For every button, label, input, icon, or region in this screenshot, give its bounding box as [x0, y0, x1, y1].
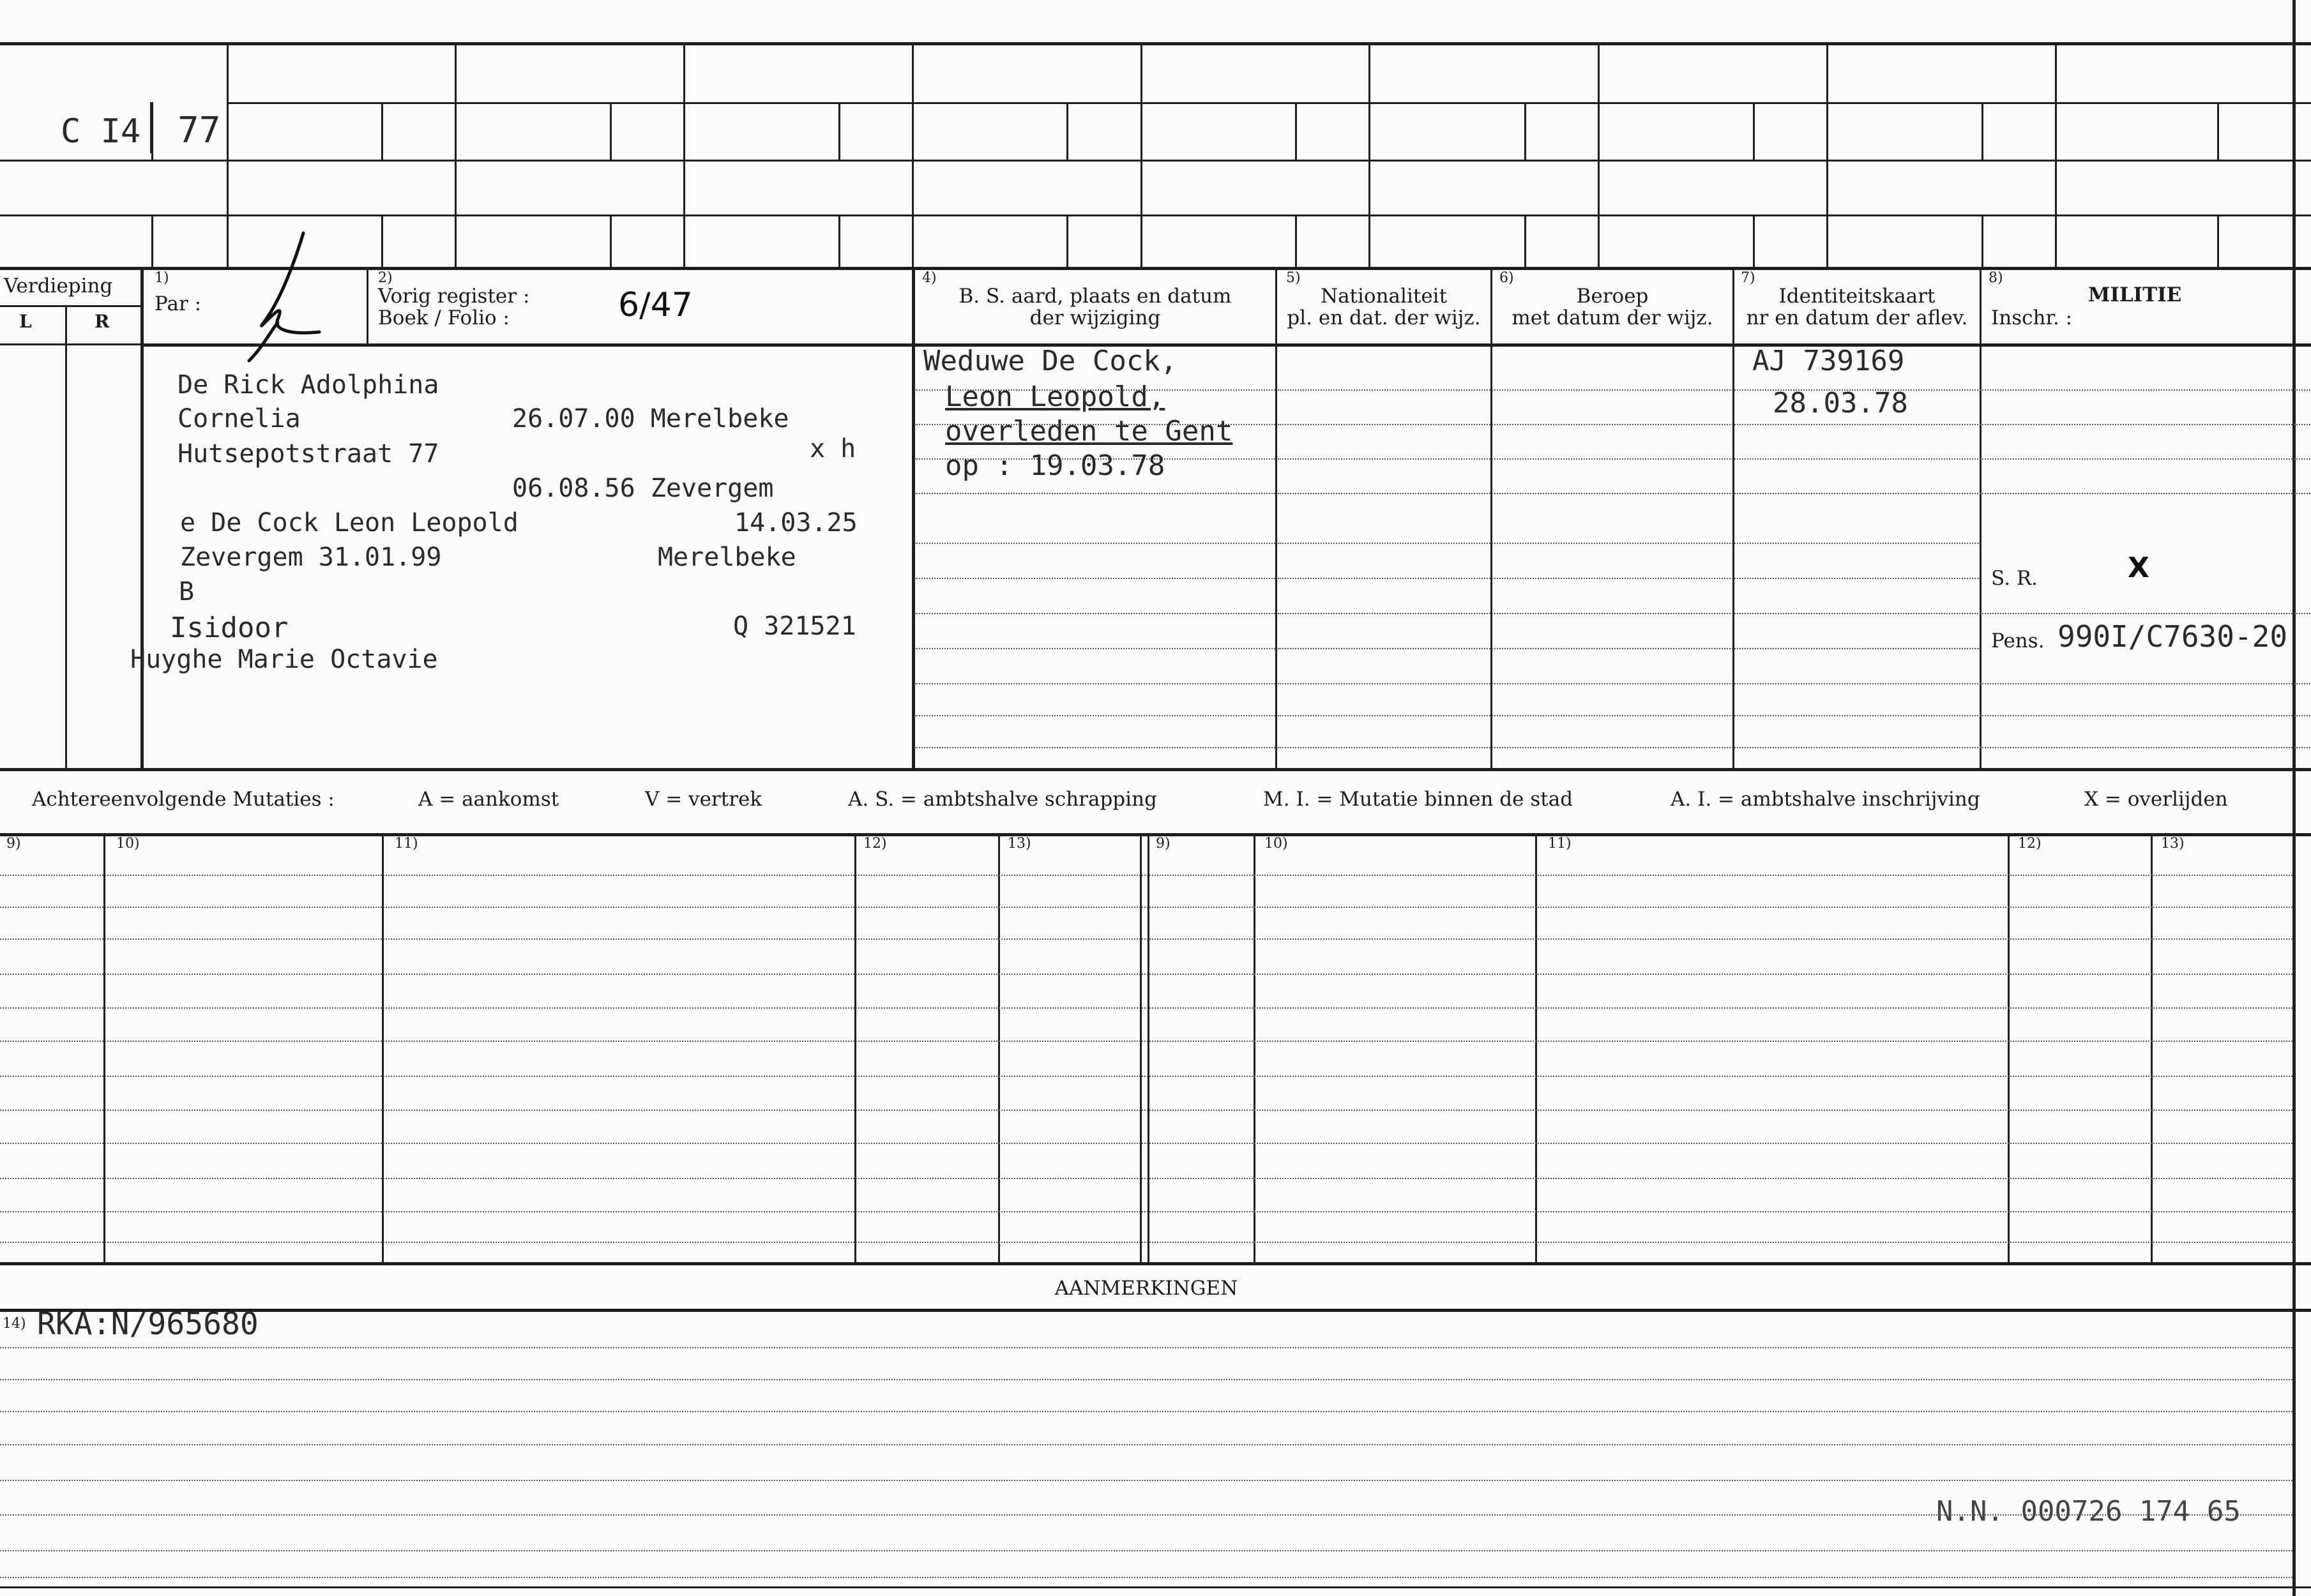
- legend-mi: M. I. = Mutatie binnen de stad: [1263, 788, 1573, 811]
- boek-folio-value: 6/47: [618, 286, 693, 324]
- national-number: N.N. 000726 174 65: [1936, 1495, 2241, 1528]
- mut-right-col-13: 13): [2161, 836, 2185, 852]
- bs-header-line2: der wijziging: [1029, 306, 1161, 329]
- pens-label: Pens.: [1991, 629, 2045, 652]
- nat-header-line2: pl. en dat. der wijz.: [1287, 306, 1481, 329]
- id-header-line1: Identiteitskaart: [1778, 285, 1936, 308]
- person-line2-date: 26.07.00 Merelbeke: [512, 404, 789, 433]
- person-line8-name: Isidoor: [170, 612, 289, 644]
- par-signature: [243, 227, 358, 367]
- mut-left-col-10: 10): [116, 836, 140, 852]
- series-code: C I4: [61, 112, 141, 151]
- person-line4: 06.08.56 Zevergem: [512, 474, 774, 503]
- person-line3-address: Hutsepotstraat 77: [178, 439, 439, 469]
- col-l-label: L: [19, 311, 32, 332]
- person-line1: De Rick Adolphina: [178, 370, 439, 400]
- mut-right-col-10: 10): [1264, 836, 1288, 852]
- field-1-number: 1): [155, 270, 169, 286]
- field-14-number: 14): [3, 1316, 26, 1332]
- person-line9: Huyghe Marie Octavie: [130, 645, 438, 674]
- identity-card-date: 28.03.78: [1773, 387, 1908, 419]
- mut-right-col-9: 9): [1156, 836, 1171, 852]
- mut-left-col-11: 11): [395, 836, 418, 852]
- mut-left-col-9: 9): [6, 836, 21, 852]
- pens-value: 990I/C7630-20: [2057, 619, 2288, 654]
- person-line8-code: Q 321521: [733, 612, 856, 641]
- person-line6-town: Merelbeke: [658, 543, 796, 572]
- civil-status-line1: Weduwe De Cock,: [923, 345, 1178, 377]
- boek-folio-label: Boek / Folio :: [378, 306, 510, 329]
- inschr-label: Inschr. :: [1991, 306, 2073, 329]
- civil-status-line3: overleden te Gent: [945, 415, 1233, 448]
- legend-x: X = overlijden: [2084, 788, 2228, 811]
- col-r-label: R: [95, 311, 110, 332]
- person-line5-date: 14.03.25: [734, 508, 858, 538]
- mut-left-col-13: 13): [1008, 836, 1031, 852]
- legend-as: A. S. = ambtshalve schrapping: [848, 788, 1157, 811]
- record-number: 77: [178, 110, 221, 151]
- person-line2-name: Cornelia: [178, 404, 301, 433]
- bs-header-line1: B. S. aard, plaats en datum: [958, 285, 1232, 308]
- verdieping-label: Verdieping: [4, 275, 113, 297]
- legend-v: V = vertrek: [645, 788, 762, 811]
- mut-right-col-11: 11): [1548, 836, 1572, 852]
- vorig-register-label: Vorig register :: [378, 285, 530, 308]
- person-line7: B: [179, 577, 195, 606]
- sr-value: X: [2128, 552, 2149, 584]
- rka-number: RKA:N/965680: [37, 1306, 259, 1342]
- mut-right-col-12: 12): [2018, 836, 2042, 852]
- ber-header-line2: met datum der wijz.: [1512, 306, 1713, 329]
- ber-header-line1: Beroep: [1576, 285, 1649, 308]
- id-header-line2: nr en datum der aflev.: [1746, 306, 1968, 329]
- person-line6-place: Zevergem 31.01.99: [180, 543, 442, 572]
- militie-header: MILITIE: [2088, 283, 2182, 306]
- identity-card-number: AJ 739169: [1752, 345, 1905, 377]
- sr-label: S. R.: [1991, 567, 2038, 590]
- field-6-number: 6): [1499, 270, 1514, 286]
- mutations-title: Achtereenvolgende Mutaties :: [32, 788, 335, 811]
- par-label: Par :: [155, 292, 202, 315]
- civil-status-line2: Leon Leopold,: [945, 380, 1165, 413]
- nat-header-line1: Nationaliteit: [1320, 285, 1448, 308]
- field-8-number: 8): [1989, 270, 2003, 286]
- civil-status-line4: op : 19.03.78: [945, 449, 1165, 482]
- legend-ai: A. I. = ambtshalve inschrijving: [1671, 788, 1980, 811]
- field-7-number: 7): [1741, 270, 1755, 286]
- field-5-number: 5): [1286, 270, 1301, 286]
- person-line3-mark: x h: [810, 434, 856, 463]
- mut-left-col-12: 12): [863, 836, 887, 852]
- field-4-number: 4): [922, 270, 937, 286]
- person-line5-name: e De Cock Leon Leopold: [180, 508, 519, 538]
- remarks-title: AANMERKINGEN: [1054, 1277, 1238, 1300]
- legend-a: A = aankomst: [418, 788, 559, 811]
- field-2-number: 2): [378, 270, 393, 286]
